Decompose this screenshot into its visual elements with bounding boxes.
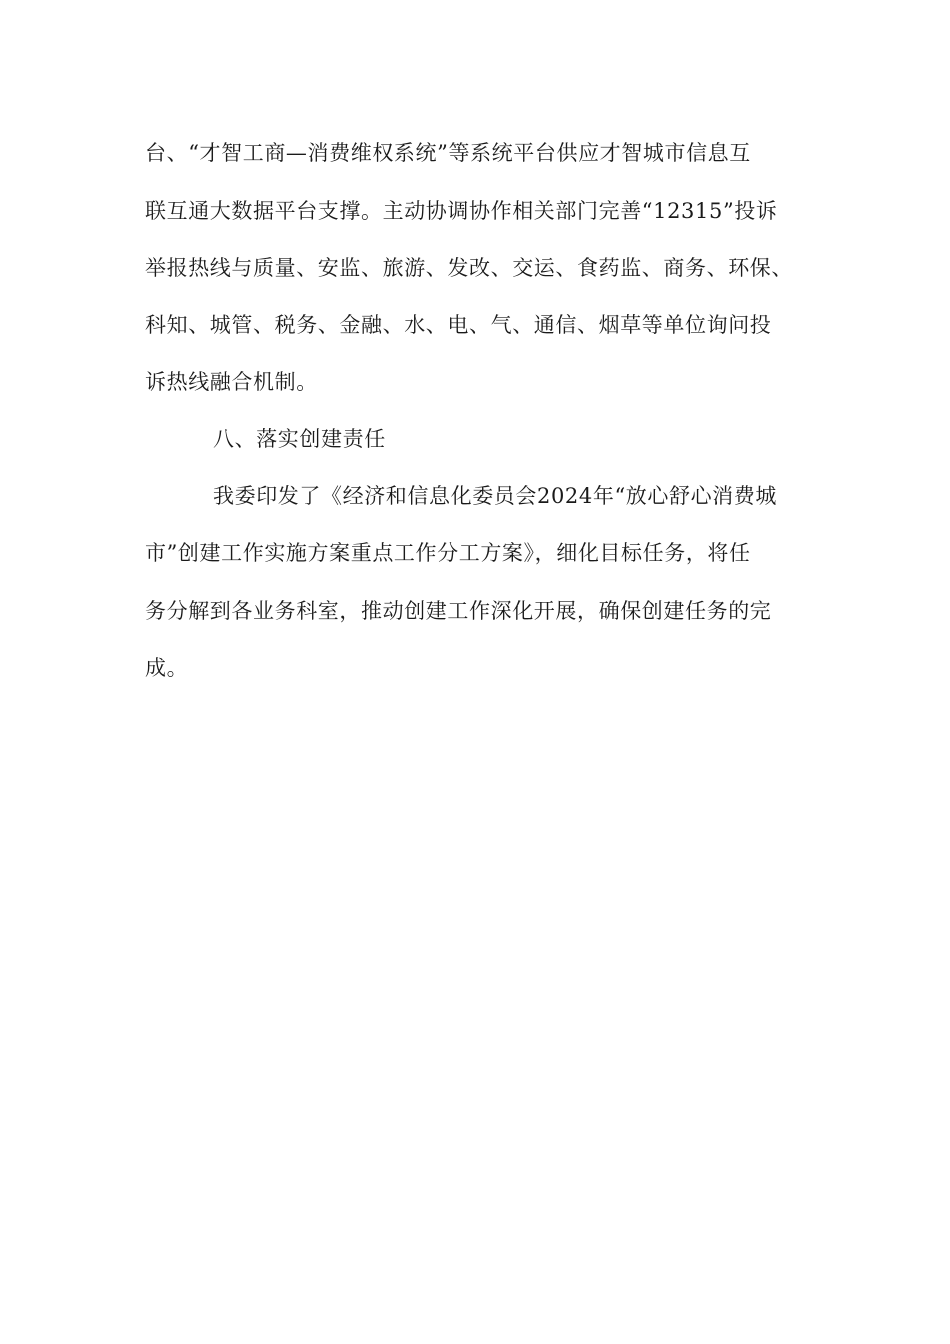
paragraph-2-line-3: 务分解到各业务科室，推动创建工作深化开展，确保创建任务的完 xyxy=(145,599,772,623)
paragraph-1-line-1: 台、“才智工商—消费维权系统”等系统平台供应才智城市信息互 xyxy=(145,141,751,165)
paragraph-2-line-4: 成。 xyxy=(145,656,189,680)
paragraph-1-line-3: 举报热线与质量、安监、旅游、发改、交运、食药监、商务、环保、 xyxy=(145,256,793,280)
paragraph-2-line-2: 市”创建工作实施方案重点工作分工方案》，细化目标任务，将任 xyxy=(145,541,751,565)
paragraph-1-line-2: 联互通大数据平台支撑。主动协调协作相关部门完善“12315”投诉 xyxy=(145,199,778,223)
paragraph-1-line-4: 科知、城管、税务、金融、水、电、气、通信、烟草等单位询问投 xyxy=(145,313,772,337)
paragraph-2-line-1: 我委印发了《经济和信息化委员会2024年“放心舒心消费城 xyxy=(213,484,777,508)
paragraph-1-line-5: 诉热线融合机制。 xyxy=(145,370,318,394)
section-heading: 八、落实创建责任 xyxy=(213,427,386,451)
